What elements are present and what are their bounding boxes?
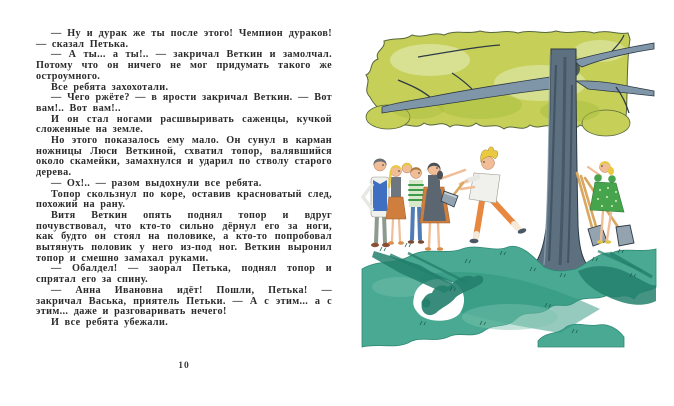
paragraph: Все ребята захохотали. — [51, 81, 169, 93]
foliage-highlight — [390, 44, 470, 76]
grass — [362, 243, 656, 347]
boy-shadow-head — [422, 299, 431, 308]
shovel-blade — [616, 225, 634, 246]
paragraph: Топор скользнул по коре, оставив красноватый след, похожий на рану. — [36, 188, 332, 211]
paragraph: — Ну и дурак же ты после этого! Чемпион дураков! — сказал Петька. — [36, 28, 332, 50]
page-number: 10 — [178, 361, 190, 371]
paragraph: — Чего ржёте? — в ярости закричал Веткин. — Вот вам!.. Вот вам!.. — [36, 92, 332, 114]
girl-in-orange-skirt — [386, 165, 406, 245]
paragraph: И все ребята убежали. — [51, 316, 169, 328]
boy-in-blue-vest — [363, 159, 390, 248]
pointing-arm — [440, 170, 465, 179]
illustration — [360, 24, 662, 356]
paragraph: И он стал ногами расшвыривать саженцы, кучкой сложенные на земле. — [36, 113, 332, 136]
grass-light-patch — [462, 304, 558, 330]
boy-with-axe — [441, 147, 527, 243]
paragraph: Но этого показалось ему мало. Он сунул в карман ножницы Люси Веткиной, схватил топор, валявшийся около скамейки, замахнулся и ударил по стволу старого дерева. — [36, 135, 332, 179]
paragraph: — А ты... а ты!.. — закричал Веткин и замолчал. Потому что он ничего не мог придумать такого же остроумного. — [36, 49, 332, 82]
paragraph: Витя Веткин опять поднял топор и вдруг почувствовал, что кто-то сильно дёрнул его за ноги, как будто он стоял на половике, а кто-то попробовал вытянуть половик у него из-под ног. Веткин выронил топор и смешно замахал руками. — [36, 209, 332, 264]
paragraph: — Ох!.. — разом выдохнули все ребята. — [51, 177, 262, 189]
pointing-girl — [420, 163, 465, 251]
paragraph: — Анна Ивановна идёт! Пошли, Петька! — закричал Васька, приятель Петьки. — А с этим... а с этим... даже и разговаривать нечего! — [36, 284, 332, 318]
paragraph: — Обалдел! — заорал Петька, поднял топор и спрятал его за спину. — [36, 263, 332, 286]
story-text-column — [36, 29, 332, 329]
